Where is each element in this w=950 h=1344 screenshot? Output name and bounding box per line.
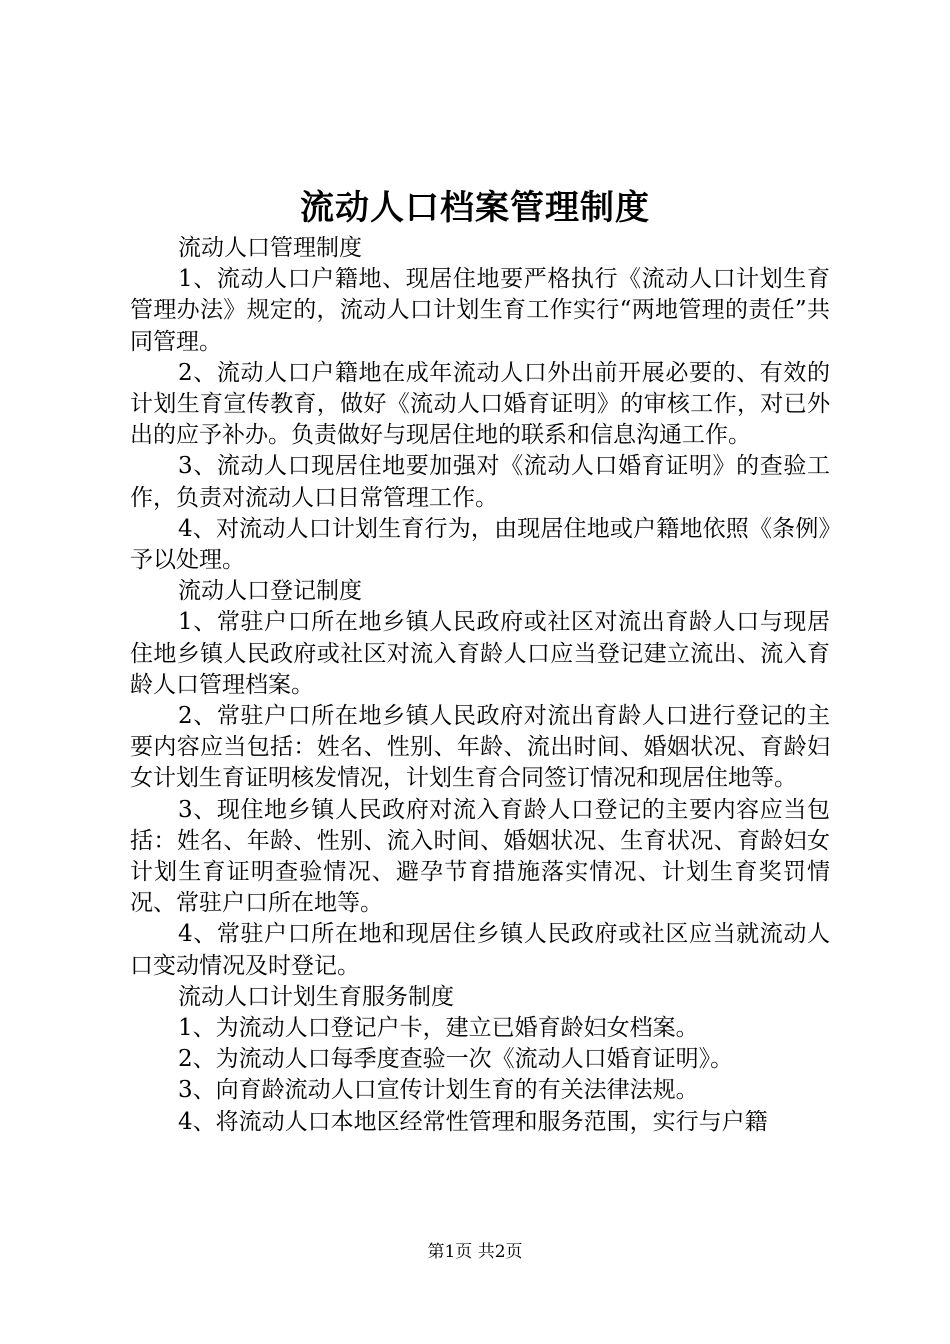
paragraph: 3、向育龄流动人口宣传计划生育的有关法律法规。 [178, 1077, 699, 1104]
paragraph: 1、常驻户口所在地乡镇人民政府或社区对流出育龄人口与现居住地乡镇人民政府或社区对流入育龄人口应当登记建立流出、流入育龄人口管理档案。 [130, 609, 830, 698]
document-body [130, 233, 830, 1138]
paragraph: 1、为流动人口登记户卡，建立已婚育龄妇女档案。 [178, 1015, 699, 1042]
section-heading-management: 流动人口管理制度 [178, 235, 362, 261]
paragraph: 4、常驻户口所在地和现居住乡镇人民政府或社区应当就流动人口变动情况及时登记。 [130, 921, 830, 979]
page-footer: 第1页 共2页 [427, 1242, 523, 1262]
paragraph: 4、对流动人口计划生育行为，由现居住地或户籍地依照《条例》予以处理。 [130, 515, 830, 574]
section-heading-registration: 流动人口登记制度 [178, 578, 362, 605]
section-heading-service: 流动人口计划生育服务制度 [178, 983, 454, 1010]
paragraph: 2、流动人口户籍地在成年流动人口外出前开展必要的、有效的计划生育宣传教育，做好《流动人口婚育证明》的审核工作，对已外出的应予补办。负责做好与现居住地的联系和信息沟通工作。 [130, 359, 830, 449]
paragraph: 3、流动人口现居住地要加强对《流动人口婚育证明》的查验工作，负责对流动人口日常管理工作。 [130, 453, 830, 511]
document-title: 流动人口档案管理制度 [300, 188, 650, 228]
paragraph: 1、流动人口户籍地、现居住地要严格执行《流动人口计划生育管理办法》规定的，流动人口计划生育工作实行“两地管理的责任”共同管理。 [130, 266, 830, 355]
paragraph: 3、现住地乡镇人民政府对流入育龄人口登记的主要内容应当包括：姓名、年龄、性别、流入时间、婚姻状况、生育状况、育龄妇女计划生育证明查验情况、避孕节育措施落实情况、计划生育奖罚情况、常驻户口所在地等。 [130, 796, 830, 917]
paragraph: 4、将流动人口本地区经常性管理和服务范围，实行与户籍 [178, 1108, 768, 1135]
paragraph: 2、常驻户口所在地乡镇人民政府对流出育龄人口进行登记的主要内容应当包括：姓名、性别、年龄、流出时间、婚姻状况、育龄妇女计划生育证明核发情况，计划生育合同签订情况和现居住地等。 [130, 703, 830, 792]
paragraph: 2、为流动人口每季度查验一次《流动人口婚育证明》。 [178, 1046, 734, 1073]
